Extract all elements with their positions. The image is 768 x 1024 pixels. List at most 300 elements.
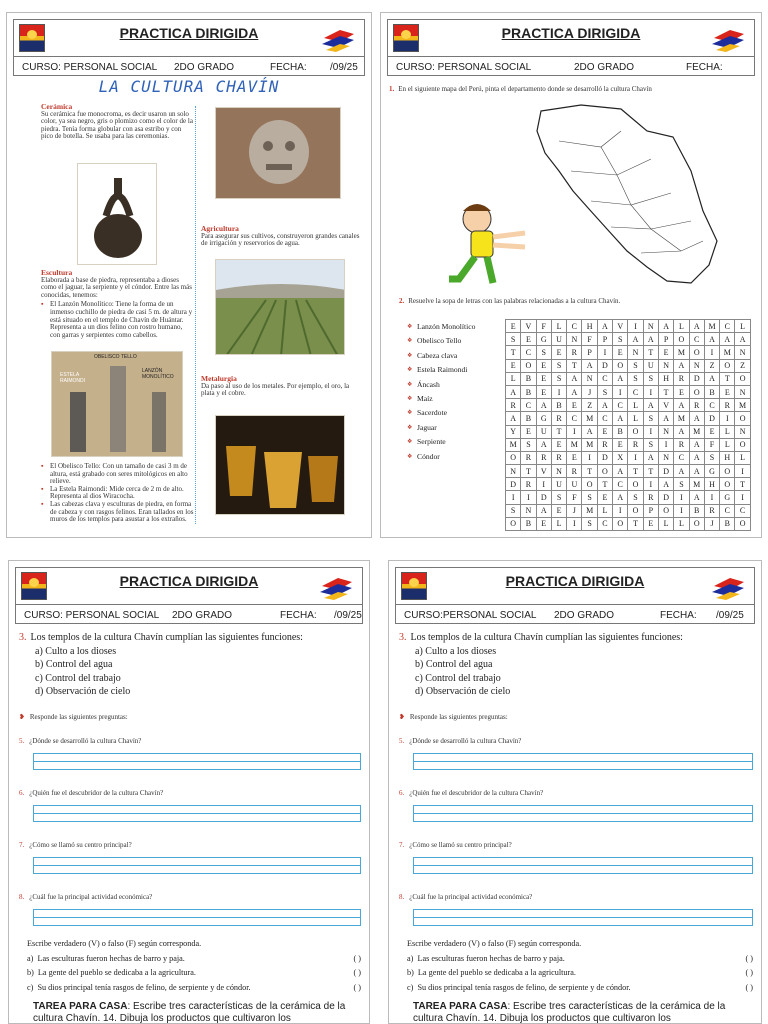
grid-cell[interactable]: Z: [704, 359, 719, 372]
metalurgia-section: [201, 375, 361, 398]
grid-cell[interactable]: L: [506, 372, 521, 385]
grid-cell[interactable]: U: [551, 333, 566, 346]
grid-cell[interactable]: D: [704, 412, 719, 425]
grid-cell[interactable]: I: [720, 412, 735, 425]
grid-cell[interactable]: O: [628, 478, 643, 491]
grid-cell[interactable]: N: [658, 359, 673, 372]
grid-cell[interactable]: C: [567, 320, 582, 333]
grid-cell[interactable]: A: [689, 412, 704, 425]
grid-cell[interactable]: I: [597, 346, 612, 359]
grid-cell[interactable]: J: [582, 385, 597, 398]
answer-6-field[interactable]: [413, 805, 753, 822]
grid-cell[interactable]: O: [613, 517, 628, 530]
grid-cell[interactable]: T: [735, 478, 750, 491]
grid-cell[interactable]: E: [643, 517, 658, 530]
grid-cell[interactable]: S: [506, 333, 521, 346]
grid-cell[interactable]: O: [506, 517, 521, 530]
grid-cell[interactable]: T: [643, 465, 658, 478]
grid-cell[interactable]: C: [735, 504, 750, 517]
grid-row: [506, 425, 751, 438]
obelisco-bullet: ▪ El Obelisco Tello: Con un tamaño de casi 3 m de altura, está grabado con seres mitológicos en alto relieve.: [41, 463, 199, 486]
word-list-item: ❖ Estela Raimondi: [407, 363, 475, 377]
vf-answer-a[interactable]: ( ): [745, 953, 753, 963]
grid-cell[interactable]: I: [567, 517, 582, 530]
grid-row: [506, 320, 751, 333]
grid-cell[interactable]: A: [582, 359, 597, 372]
grid-cell[interactable]: D: [658, 491, 673, 504]
grid-cell[interactable]: R: [567, 465, 582, 478]
grid-cell[interactable]: S: [582, 517, 597, 530]
grid-cell[interactable]: U: [567, 478, 582, 491]
question-1-text: En el siguiente mapa del Perú, pinta el departamento donde se desarrolló la cultura Chavín: [398, 85, 652, 93]
grid-cell[interactable]: L: [674, 320, 689, 333]
grid-cell[interactable]: E: [567, 399, 582, 412]
peru-flag-logo: [320, 24, 358, 54]
grid-cell[interactable]: O: [658, 504, 673, 517]
grid-cell[interactable]: B: [613, 425, 628, 438]
grid-cell[interactable]: C: [689, 333, 704, 346]
grid-cell[interactable]: S: [551, 372, 566, 385]
vf-answer-b[interactable]: ( ): [353, 968, 361, 977]
grid-cell[interactable]: S: [674, 478, 689, 491]
grid-cell[interactable]: E: [536, 359, 551, 372]
grid-cell[interactable]: E: [551, 438, 566, 451]
grid-row: [506, 517, 751, 530]
grid-cell[interactable]: L: [551, 517, 566, 530]
word-list-item: ❖ Lanzón Monolítico: [407, 320, 475, 334]
grid-cell[interactable]: O: [521, 359, 536, 372]
grid-cell[interactable]: D: [597, 451, 612, 464]
grid-cell[interactable]: L: [628, 412, 643, 425]
grid-cell[interactable]: I: [704, 346, 719, 359]
grid-row: [506, 465, 751, 478]
grid-cell[interactable]: C: [704, 399, 719, 412]
grid-cell[interactable]: C: [521, 346, 536, 359]
grid-cell[interactable]: R: [506, 399, 521, 412]
grid-cell[interactable]: S: [613, 333, 628, 346]
grid-cell[interactable]: C: [613, 399, 628, 412]
grid-cell[interactable]: I: [735, 491, 750, 504]
grid-cell[interactable]: T: [643, 346, 658, 359]
grid-cell[interactable]: E: [536, 372, 551, 385]
grid-cell[interactable]: L: [551, 320, 566, 333]
grid-cell[interactable]: A: [689, 451, 704, 464]
grid-cell[interactable]: C: [613, 478, 628, 491]
grid-cell[interactable]: E: [567, 451, 582, 464]
grid-cell[interactable]: I: [674, 491, 689, 504]
grid-cell[interactable]: N: [735, 346, 750, 359]
vf-answer-a[interactable]: ( ): [353, 953, 361, 963]
lanzon-label: LANZÓN MONOLÍTICO: [142, 368, 174, 380]
question-8: 8. ¿Cuál fue la principal actividad económica?: [399, 893, 533, 901]
grid-cell[interactable]: S: [628, 491, 643, 504]
grid-cell[interactable]: E: [720, 385, 735, 398]
grid-cell[interactable]: I: [735, 465, 750, 478]
grid-cell[interactable]: D: [658, 465, 673, 478]
grid-cell[interactable]: A: [506, 412, 521, 425]
grid-cell[interactable]: T: [567, 359, 582, 372]
grid-cell[interactable]: D: [597, 359, 612, 372]
grid-cell[interactable]: A: [613, 412, 628, 425]
grid-cell[interactable]: N: [735, 385, 750, 398]
grid-cell[interactable]: M: [689, 425, 704, 438]
grid-cell[interactable]: N: [689, 359, 704, 372]
grid-cell[interactable]: V: [613, 320, 628, 333]
grid-cell[interactable]: A: [613, 372, 628, 385]
responde-instruction: ❥ Responde las siguientes preguntas:: [19, 713, 128, 721]
page-title: LA CULTURA CHAVÍN: [98, 77, 280, 96]
grid-cell[interactable]: G: [536, 412, 551, 425]
grid-cell[interactable]: P: [597, 333, 612, 346]
grid-cell[interactable]: N: [521, 504, 536, 517]
grid-cell[interactable]: I: [643, 425, 658, 438]
true-false-section: [407, 937, 753, 995]
option-c: c) Control del trabajo: [35, 672, 121, 684]
grid-cell[interactable]: M: [506, 438, 521, 451]
curso-label: CURSO: PERSONAL SOCIAL: [396, 62, 532, 73]
grid-cell[interactable]: R: [551, 412, 566, 425]
grid-cell[interactable]: O: [506, 451, 521, 464]
grid-cell[interactable]: A: [613, 465, 628, 478]
grid-cell[interactable]: I: [551, 385, 566, 398]
grid-cell[interactable]: A: [597, 399, 612, 412]
grado-label: 2DO GRADO: [174, 62, 235, 73]
grid-cell[interactable]: S: [521, 438, 536, 451]
grid-cell[interactable]: M: [689, 478, 704, 491]
grid-cell[interactable]: O: [597, 465, 612, 478]
grid-cell[interactable]: S: [551, 359, 566, 372]
fecha-label: FECHA:: [280, 610, 317, 621]
grid-cell[interactable]: O: [720, 465, 735, 478]
grid-cell[interactable]: B: [720, 517, 735, 530]
grid-cell[interactable]: E: [551, 504, 566, 517]
grid-cell[interactable]: E: [521, 425, 536, 438]
page-questions-left: [8, 560, 370, 1024]
grid-cell[interactable]: C: [720, 320, 735, 333]
grid-cell[interactable]: J: [567, 504, 582, 517]
grid-cell[interactable]: B: [704, 385, 719, 398]
grid-cell[interactable]: R: [551, 451, 566, 464]
grid-cell[interactable]: I: [613, 504, 628, 517]
grid-cell[interactable]: P: [658, 333, 673, 346]
grid-cell[interactable]: Z: [735, 359, 750, 372]
vf-answer-b[interactable]: ( ): [745, 968, 753, 977]
grid-cell[interactable]: A: [582, 425, 597, 438]
grid-cell[interactable]: H: [658, 372, 673, 385]
grid-cell[interactable]: S: [628, 359, 643, 372]
grid-cell[interactable]: C: [720, 504, 735, 517]
grid-cell[interactable]: S: [597, 385, 612, 398]
grid-cell[interactable]: O: [735, 372, 750, 385]
grid-cell[interactable]: B: [521, 412, 536, 425]
grid-cell[interactable]: O: [689, 517, 704, 530]
answer-7-field[interactable]: [413, 857, 753, 874]
grid-cell[interactable]: F: [582, 333, 597, 346]
grid-cell[interactable]: I: [613, 385, 628, 398]
grid-cell[interactable]: N: [567, 333, 582, 346]
grid-cell[interactable]: V: [536, 465, 551, 478]
grid-cell[interactable]: B: [551, 399, 566, 412]
grid-cell[interactable]: A: [536, 504, 551, 517]
answer-5-field[interactable]: [413, 753, 753, 770]
grid-cell[interactable]: A: [643, 451, 658, 464]
grid-cell[interactable]: P: [582, 346, 597, 359]
grid-cell[interactable]: N: [658, 425, 673, 438]
grid-row: [506, 451, 751, 464]
metalurgia-text: Da paso al uso de los metales. Por ejemplo, el oro, la plata y el cobre.: [201, 381, 350, 398]
grid-cell[interactable]: E: [674, 385, 689, 398]
grid-cell[interactable]: E: [536, 517, 551, 530]
grid-cell[interactable]: N: [506, 465, 521, 478]
ceramica-section: [41, 103, 193, 141]
grid-cell[interactable]: P: [643, 504, 658, 517]
grid-cell[interactable]: B: [521, 372, 536, 385]
grid-cell[interactable]: F: [704, 438, 719, 451]
grid-cell[interactable]: S: [628, 372, 643, 385]
vf-answer-c[interactable]: ( ): [745, 982, 753, 992]
grid-cell[interactable]: A: [567, 385, 582, 398]
grid-cell[interactable]: F: [536, 320, 551, 333]
grid-cell[interactable]: N: [735, 425, 750, 438]
grid-cell[interactable]: R: [567, 346, 582, 359]
grid-cell[interactable]: L: [735, 320, 750, 333]
option-a: a) Culto a los dioses: [415, 645, 497, 657]
grid-cell[interactable]: I: [674, 504, 689, 517]
grid-cell[interactable]: A: [674, 399, 689, 412]
grid-cell[interactable]: E: [506, 359, 521, 372]
grid-cell[interactable]: M: [735, 399, 750, 412]
grid-cell[interactable]: S: [704, 451, 719, 464]
peru-flag-logo: [318, 572, 356, 602]
grid-cell[interactable]: A: [658, 412, 673, 425]
grid-cell[interactable]: I: [567, 425, 582, 438]
grid-cell[interactable]: S: [506, 504, 521, 517]
grid-cell[interactable]: A: [643, 333, 658, 346]
grid-cell[interactable]: S: [536, 346, 551, 359]
grid-cell[interactable]: U: [643, 359, 658, 372]
grid-cell[interactable]: T: [582, 465, 597, 478]
grid-cell[interactable]: S: [551, 491, 566, 504]
grid-cell[interactable]: T: [658, 385, 673, 398]
grid-cell[interactable]: I: [643, 385, 658, 398]
grid-row: [506, 491, 751, 504]
grid-cell[interactable]: I: [628, 451, 643, 464]
grid-cell[interactable]: E: [658, 346, 673, 359]
grid-cell[interactable]: E: [536, 385, 551, 398]
answer-8-field[interactable]: [33, 909, 361, 926]
grid-cell[interactable]: M: [674, 346, 689, 359]
grid-cell[interactable]: M: [720, 346, 735, 359]
grid-cell[interactable]: A: [658, 478, 673, 491]
grid-cell[interactable]: B: [521, 385, 536, 398]
grid-cell[interactable]: T: [628, 465, 643, 478]
grid-cell[interactable]: E: [613, 438, 628, 451]
fecha-value: /09/25: [716, 610, 744, 621]
grid-cell[interactable]: O: [735, 438, 750, 451]
grid-cell[interactable]: T: [720, 372, 735, 385]
grid-cell[interactable]: X: [613, 451, 628, 464]
grid-cell[interactable]: I: [704, 491, 719, 504]
grid-cell[interactable]: O: [582, 478, 597, 491]
grid-cell[interactable]: R: [704, 504, 719, 517]
grid-cell[interactable]: O: [720, 478, 735, 491]
grid-cell[interactable]: A: [720, 333, 735, 346]
grid-cell[interactable]: A: [704, 372, 719, 385]
grid-cell[interactable]: R: [720, 399, 735, 412]
grid-cell[interactable]: O: [735, 517, 750, 530]
grid-cell[interactable]: E: [521, 333, 536, 346]
grid-cell[interactable]: O: [628, 425, 643, 438]
grid-cell[interactable]: M: [582, 504, 597, 517]
grid-cell[interactable]: A: [628, 333, 643, 346]
grid-cell[interactable]: E: [551, 346, 566, 359]
grid-cell[interactable]: M: [567, 438, 582, 451]
grid-cell[interactable]: G: [704, 465, 719, 478]
grid-cell[interactable]: A: [567, 372, 582, 385]
grid-cell[interactable]: L: [628, 399, 643, 412]
grid-cell[interactable]: C: [597, 517, 612, 530]
grid-cell[interactable]: Y: [506, 425, 521, 438]
grid-cell[interactable]: R: [521, 451, 536, 464]
grid-cell[interactable]: V: [658, 399, 673, 412]
grid-cell[interactable]: I: [582, 451, 597, 464]
peru-flag-logo: [710, 24, 748, 54]
grid-cell[interactable]: C: [628, 385, 643, 398]
grid-cell[interactable]: O: [613, 359, 628, 372]
grid-cell[interactable]: C: [597, 372, 612, 385]
grid-cell[interactable]: N: [551, 465, 566, 478]
grid-cell[interactable]: N: [628, 346, 643, 359]
grid-cell[interactable]: H: [704, 478, 719, 491]
grid-cell[interactable]: C: [674, 451, 689, 464]
grid-cell[interactable]: R: [536, 451, 551, 464]
grid-cell[interactable]: S: [643, 412, 658, 425]
grid-cell[interactable]: A: [689, 438, 704, 451]
grid-cell[interactable]: R: [674, 372, 689, 385]
grid-cell[interactable]: R: [597, 438, 612, 451]
grid-cell[interactable]: A: [689, 491, 704, 504]
grid-cell[interactable]: F: [567, 491, 582, 504]
answer-8-field[interactable]: [413, 909, 753, 926]
grid-cell[interactable]: A: [674, 425, 689, 438]
grid-cell[interactable]: S: [643, 438, 658, 451]
grid-cell[interactable]: A: [674, 359, 689, 372]
grid-cell[interactable]: B: [689, 504, 704, 517]
grid-cell[interactable]: N: [582, 372, 597, 385]
grid-cell[interactable]: T: [597, 478, 612, 491]
grid-cell[interactable]: U: [551, 478, 566, 491]
grid-cell[interactable]: H: [720, 451, 735, 464]
grid-cell[interactable]: T: [628, 517, 643, 530]
grid-cell[interactable]: L: [720, 425, 735, 438]
grid-cell[interactable]: O: [735, 412, 750, 425]
grid-cell[interactable]: I: [536, 478, 551, 491]
grid-cell[interactable]: N: [643, 320, 658, 333]
grid-cell[interactable]: C: [597, 412, 612, 425]
grid-cell[interactable]: D: [536, 491, 551, 504]
grid-cell[interactable]: I: [521, 491, 536, 504]
grid-cell[interactable]: A: [597, 320, 612, 333]
grid-cell[interactable]: L: [597, 504, 612, 517]
grid-cell[interactable]: L: [674, 517, 689, 530]
grid-cell[interactable]: J: [704, 517, 719, 530]
grid-cell[interactable]: V: [521, 320, 536, 333]
grid-cell[interactable]: S: [582, 491, 597, 504]
vf-answer-c[interactable]: ( ): [353, 982, 361, 992]
grid-cell[interactable]: O: [720, 359, 735, 372]
grid-cell[interactable]: E: [506, 320, 521, 333]
grid-cell[interactable]: C: [521, 399, 536, 412]
grid-cell[interactable]: A: [643, 399, 658, 412]
grid-cell[interactable]: N: [658, 451, 673, 464]
grid-cell[interactable]: I: [506, 491, 521, 504]
grid-cell[interactable]: A: [658, 320, 673, 333]
grid-cell[interactable]: T: [551, 425, 566, 438]
grid-cell[interactable]: T: [521, 465, 536, 478]
grid-cell[interactable]: L: [658, 517, 673, 530]
grid-cell[interactable]: A: [536, 438, 551, 451]
grid-cell[interactable]: E: [704, 425, 719, 438]
grid-cell[interactable]: H: [582, 320, 597, 333]
grid-cell[interactable]: A: [689, 320, 704, 333]
grid-cell[interactable]: M: [582, 438, 597, 451]
grid-cell[interactable]: A: [704, 333, 719, 346]
grid-cell[interactable]: E: [613, 346, 628, 359]
grid-cell[interactable]: U: [536, 425, 551, 438]
grid-cell[interactable]: M: [582, 412, 597, 425]
grid-cell[interactable]: T: [506, 346, 521, 359]
answer-7-field[interactable]: [33, 857, 361, 874]
grid-cell[interactable]: E: [597, 491, 612, 504]
grid-cell[interactable]: R: [643, 491, 658, 504]
grid-cell[interactable]: A: [735, 333, 750, 346]
grid-cell[interactable]: Z: [582, 399, 597, 412]
grid-cell[interactable]: M: [704, 320, 719, 333]
grid-cell[interactable]: L: [735, 451, 750, 464]
grid-cell[interactable]: O: [674, 333, 689, 346]
grid-cell[interactable]: E: [597, 425, 612, 438]
grid-cell[interactable]: M: [674, 412, 689, 425]
grid-cell[interactable]: S: [643, 372, 658, 385]
grid-cell[interactable]: R: [521, 478, 536, 491]
answer-6-field[interactable]: [33, 805, 361, 822]
grid-cell[interactable]: C: [567, 412, 582, 425]
grid-cell[interactable]: A: [536, 399, 551, 412]
grid-cell[interactable]: G: [720, 491, 735, 504]
grid-cell[interactable]: A: [689, 465, 704, 478]
grid-cell[interactable]: O: [628, 504, 643, 517]
grid-cell[interactable]: R: [628, 438, 643, 451]
grid-cell[interactable]: I: [658, 438, 673, 451]
grid-cell[interactable]: A: [674, 465, 689, 478]
answer-5-field[interactable]: [33, 753, 361, 770]
grid-cell[interactable]: A: [506, 385, 521, 398]
grid-cell[interactable]: G: [536, 333, 551, 346]
grid-cell[interactable]: R: [689, 399, 704, 412]
grid-cell[interactable]: O: [689, 385, 704, 398]
grid-row: [506, 504, 751, 517]
grid-cell[interactable]: I: [628, 320, 643, 333]
grid-cell[interactable]: L: [720, 438, 735, 451]
grid-cell[interactable]: I: [643, 478, 658, 491]
grid-cell[interactable]: D: [506, 478, 521, 491]
grid-cell[interactable]: B: [521, 517, 536, 530]
grid-cell[interactable]: A: [613, 491, 628, 504]
grid-cell[interactable]: D: [689, 372, 704, 385]
grid-cell[interactable]: O: [689, 346, 704, 359]
option-d: d) Observación de cielo: [415, 686, 511, 698]
grid-cell[interactable]: R: [674, 438, 689, 451]
